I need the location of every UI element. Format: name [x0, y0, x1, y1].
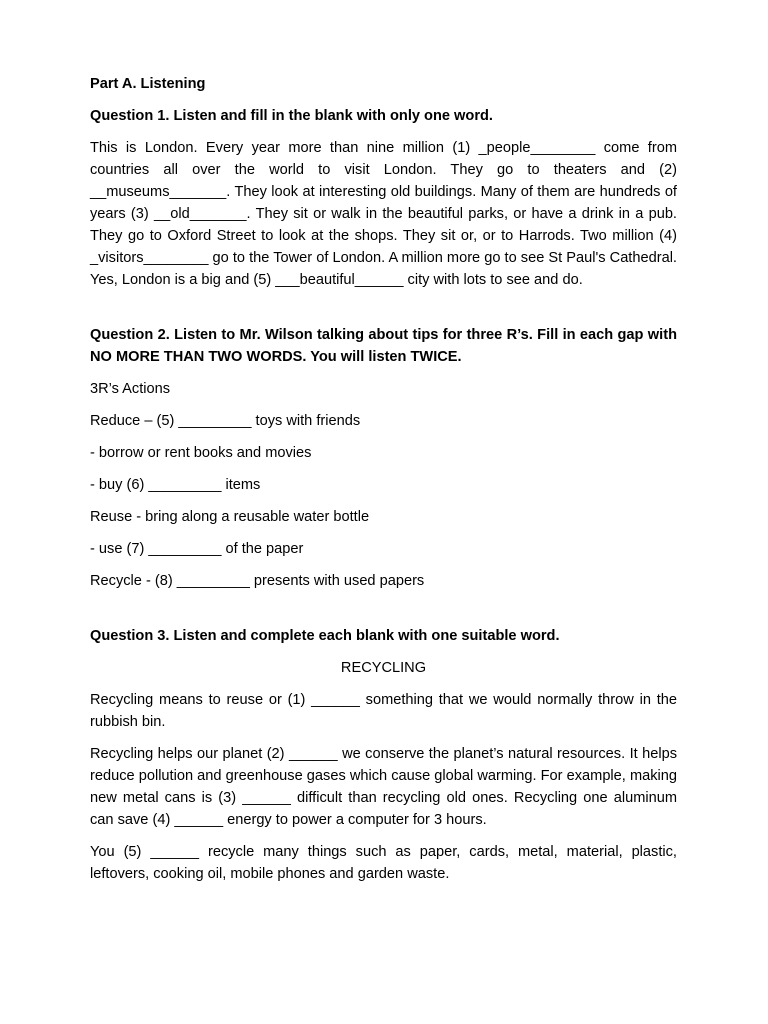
part-a-title: Part A. Listening: [90, 76, 206, 92]
question-2-line-2: - borrow or rent books and movies: [90, 445, 312, 461]
question-2-line-1: Reduce – (5) _________ toys with friends: [90, 413, 361, 429]
question-3-paragraph-0: Recycling means to reuse or (1) ______ something that we would normally throw in the rubbish bin.: [90, 692, 677, 730]
question-2-line-4: Reuse - bring along a reusable water bottle: [90, 509, 370, 525]
question-3-heading: Question 3. Listen and complete each blank with one suitable word.: [90, 628, 560, 644]
question-1-paragraph: This is London. Every year more than nine million (1) _people________ come from countries all over the world to visit London. They go to theaters and (2) __museums_______. They look at interesting old buildings. Many of them are hundreds of years (3) __old_______. They sit or walk in the beautiful parks, or have a drink in a pub. They go to Oxford Street to look at the shops. They sit or, or to Harrods. Two million (4) _visitors________ go to the Tower of London. A million more go to see St Paul's Cathedral. Yes, London is a big and (5) ___beautiful______ city with lots to see and do.: [90, 140, 677, 288]
document-content: [90, 73, 677, 895]
question-2-line-0: 3R’s Actions: [90, 381, 171, 397]
question-3-paragraph-1: Recycling helps our planet (2) ______ we conserve the planet’s natural resources. It helps reduce pollution and greenhouse gases which cause global warming. For example, making new metal cans is (3) ______ difficult than recycling old ones. Recycling one aluminum can save (4) ______ energy to power a computer for 3 hours.: [90, 746, 677, 828]
question-2-heading: Question 2. Listen to Mr. Wilson talking about tips for three R’s. Fill in each gap with NO MORE THAN TWO WORDS. You will listen TWICE.: [90, 327, 677, 365]
question-3-paragraph-2: You (5) ______ recycle many things such as paper, cards, metal, material, plastic, leftovers, cooking oil, mobile phones and garden waste.: [90, 844, 677, 882]
question-2-line-3: - buy (6) _________ items: [90, 477, 261, 493]
question-3-title: RECYCLING: [340, 660, 427, 676]
question-2-line-5: - use (7) _________ of the paper: [90, 541, 304, 557]
question-2-line-6: Recycle - (8) _________ presents with used papers: [90, 573, 425, 589]
question-1-heading: Question 1. Listen and fill in the blank with only one word.: [90, 108, 493, 124]
